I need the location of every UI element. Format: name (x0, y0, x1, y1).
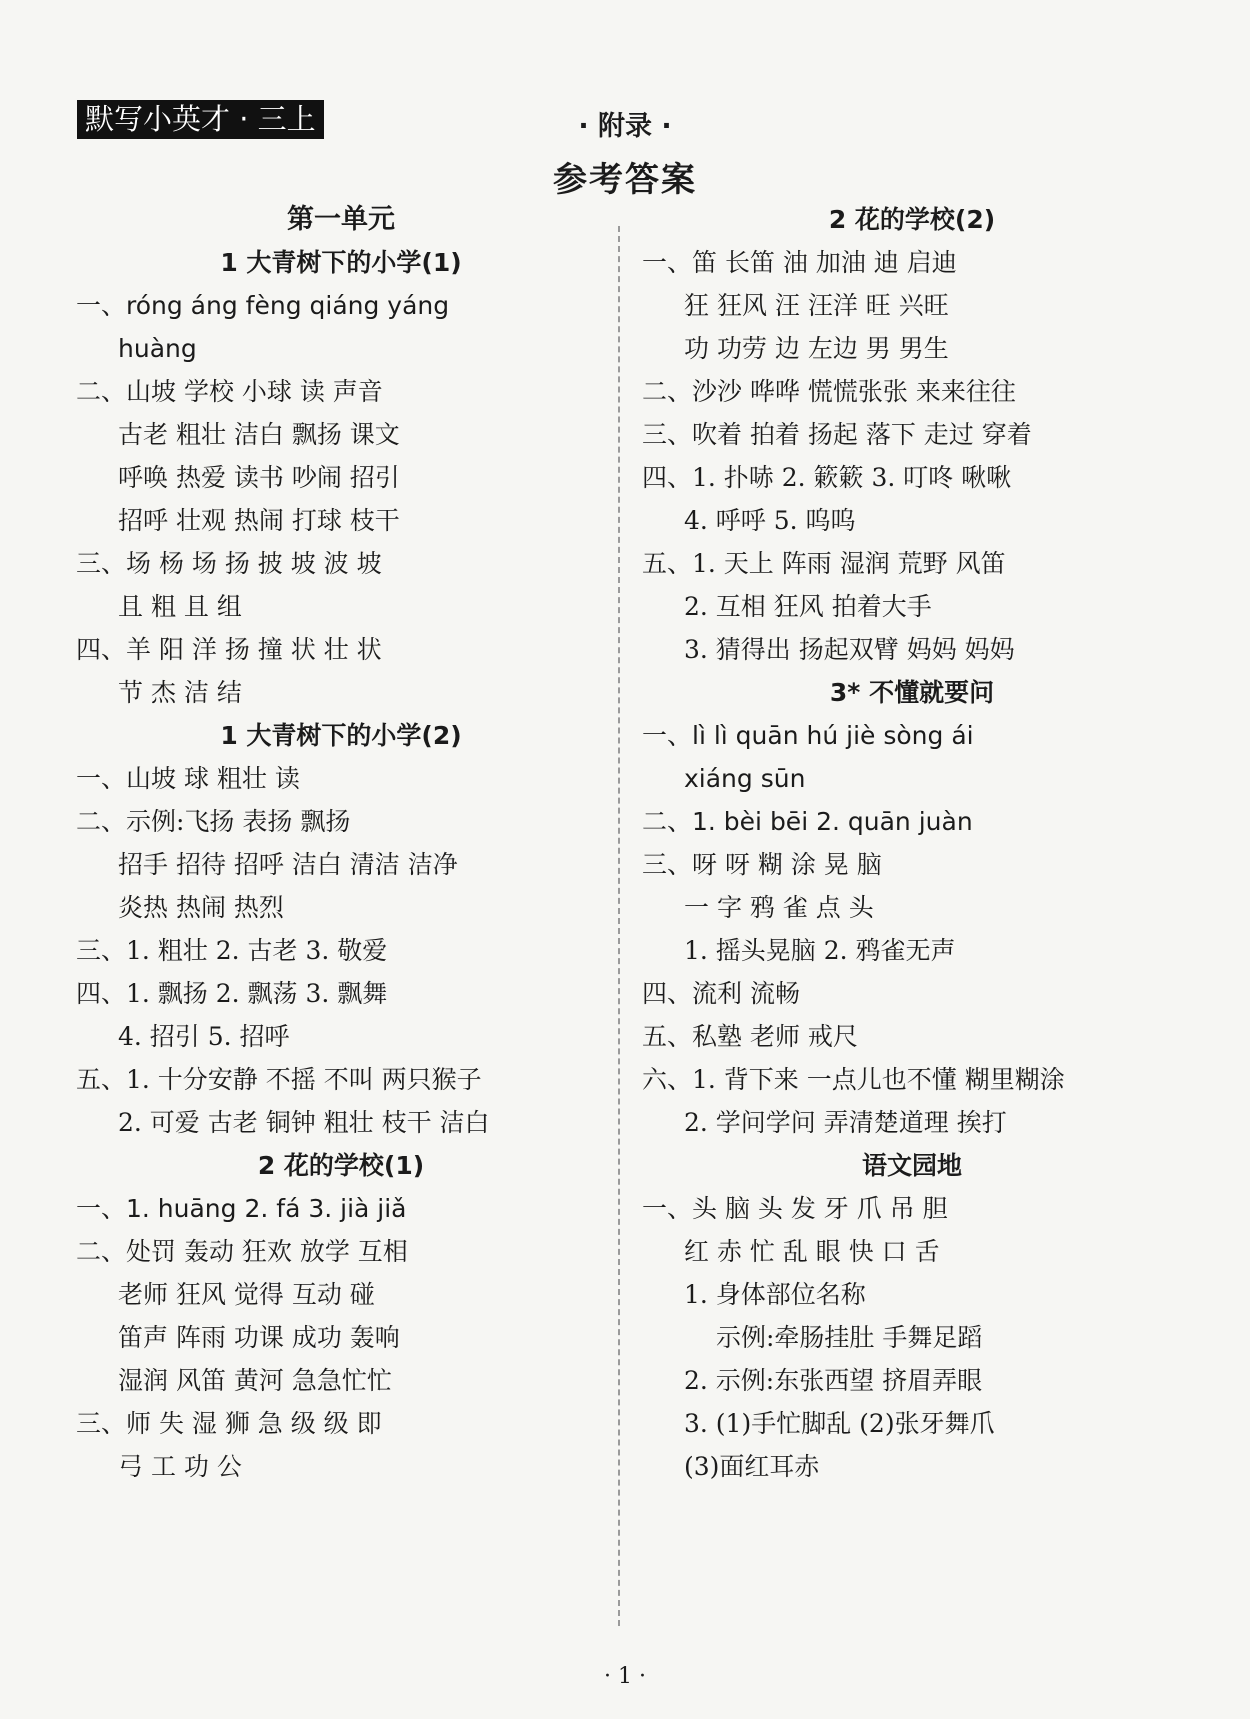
lesson-heading: 2 花的学校(2) (828, 205, 996, 234)
pinyin-answer-line: 一、1. huāng 2. fá 3. jià jiǎ (76, 1194, 407, 1223)
answer-line: 狂 狂风 汪 汪洋 旺 兴旺 (684, 291, 949, 320)
book-brand-label: 默写小英才 · 三上 (77, 100, 324, 139)
answer-line: 弓 工 功 公 (118, 1452, 242, 1481)
answer-line: 2. 示例:东张西望 挤眉弄眼 (684, 1366, 983, 1395)
page-number: · 1 · (604, 1664, 646, 1689)
pinyin-answer-line: xiáng sūn (684, 764, 806, 793)
lesson-heading: 2 花的学校(1) (257, 1151, 425, 1180)
answer-line: 功 功劳 边 左边 男 男生 (684, 334, 949, 363)
answer-line: 四、1. 飘扬 2. 飘荡 3. 飘舞 (76, 979, 388, 1008)
answer-line: 2. 学问学问 弄清楚道理 挨打 (684, 1108, 1007, 1137)
answer-line: 红 赤 忙 乱 眼 快 口 舌 (684, 1237, 940, 1266)
pinyin-answer-line: 一、lì lì quān hú jiè sòng ái (642, 721, 974, 750)
answer-line: 老师 狂风 觉得 互动 碰 (118, 1280, 375, 1309)
answer-line: 3. (1)手忙脚乱 (2)张牙舞爪 (684, 1409, 995, 1438)
pinyin-answer-line: 一、róng áng fèng qiáng yáng (76, 291, 450, 320)
answer-line: 一 字 鸦 雀 点 头 (684, 893, 874, 922)
answer-line: 3. 猜得出 扬起双臂 妈妈 妈妈 (684, 635, 1015, 664)
answer-line: 二、处罚 轰动 狂欢 放学 互相 (76, 1237, 408, 1266)
answer-line: 1. 身体部位名称 (684, 1280, 866, 1309)
answer-line: 且 粗 且 组 (118, 592, 242, 621)
unit-heading: 第一单元 (287, 204, 395, 235)
answer-line: 古老 粗壮 洁白 飘扬 课文 (118, 420, 400, 449)
answer-line: 2. 可爱 古老 铜钟 粗壮 枝干 洁白 (118, 1108, 490, 1137)
answer-line: 六、1. 背下来 一点儿也不懂 糊里糊涂 (642, 1065, 1065, 1094)
answer-line: 2. 互相 狂风 拍着大手 (684, 592, 932, 621)
answer-line: 二、山坡 学校 小球 读 声音 (76, 377, 383, 406)
answer-line: 一、头 脑 头 发 牙 爪 吊 胆 (642, 1194, 948, 1223)
answer-line: 节 杰 洁 结 (118, 678, 242, 707)
answer-line: 呼唤 热爱 读书 吵闹 招引 (118, 463, 400, 492)
answer-line: 二、沙沙 哗哗 慌慌张张 来来往往 (642, 377, 1016, 406)
answer-line: 三、师 失 湿 狮 急 级 级 即 (76, 1409, 382, 1438)
answer-line: 五、私塾 老师 戒尺 (642, 1022, 858, 1051)
appendix-label: · 附录 · (578, 111, 672, 142)
answer-line: 炎热 热闹 热烈 (118, 893, 284, 922)
pinyin-answer-line: huàng (118, 334, 197, 363)
answer-line: 三、1. 粗壮 2. 古老 3. 敬爱 (76, 936, 388, 965)
answer-line: 四、流利 流畅 (642, 979, 800, 1008)
answer-line: 4. 招引 5. 招呼 (118, 1022, 290, 1051)
answer-line: 三、场 杨 场 扬 披 坡 波 坡 (76, 549, 382, 578)
answer-line: 五、1. 天上 阵雨 湿润 荒野 风笛 (642, 549, 1006, 578)
answer-line: (3)面红耳赤 (684, 1452, 820, 1481)
answer-line: 1. 摇头晃脑 2. 鸦雀无声 (684, 936, 956, 965)
page-title: 参考答案 (553, 160, 697, 200)
answer-line: 笛声 阵雨 功课 成功 轰响 (118, 1323, 400, 1352)
lesson-heading: 1 大青树下的小学(2) (220, 721, 462, 750)
answer-line: 一、山坡 球 粗壮 读 (76, 764, 300, 793)
answer-line: 招手 招待 招呼 洁白 清洁 洁净 (118, 850, 458, 879)
answer-line: 4. 呼呼 5. 呜呜 (684, 506, 856, 535)
pinyin-answer-line: 二、1. bèi bēi 2. quān juàn (642, 807, 973, 836)
answer-line: 二、示例:飞扬 表扬 飘扬 (76, 807, 351, 836)
column-divider (618, 226, 620, 1626)
answer-line: 一、笛 长笛 油 加油 迪 启迪 (642, 248, 957, 277)
lesson-heading: 1 大青树下的小学(1) (220, 248, 462, 277)
answer-line: 招呼 壮观 热闹 打球 枝干 (118, 506, 400, 535)
answer-line: 四、1. 扑哧 2. 簌簌 3. 叮咚 啾啾 (642, 463, 1012, 492)
answer-line: 湿润 风笛 黄河 急急忙忙 (118, 1366, 392, 1395)
answer-line: 四、羊 阳 洋 扬 撞 状 壮 状 (76, 635, 382, 664)
answer-line: 三、吹着 拍着 扬起 落下 走过 穿着 (642, 420, 1032, 449)
answer-line: 三、呀 呀 糊 涂 晃 脑 (642, 850, 882, 879)
answer-line: 示例:牵肠挂肚 手舞足蹈 (716, 1323, 983, 1352)
lesson-heading: 3* 不懂就要问 (829, 678, 995, 707)
answer-line: 五、1. 十分安静 不摇 不叫 两只猴子 (76, 1065, 482, 1094)
lesson-heading: 语文园地 (861, 1151, 962, 1180)
